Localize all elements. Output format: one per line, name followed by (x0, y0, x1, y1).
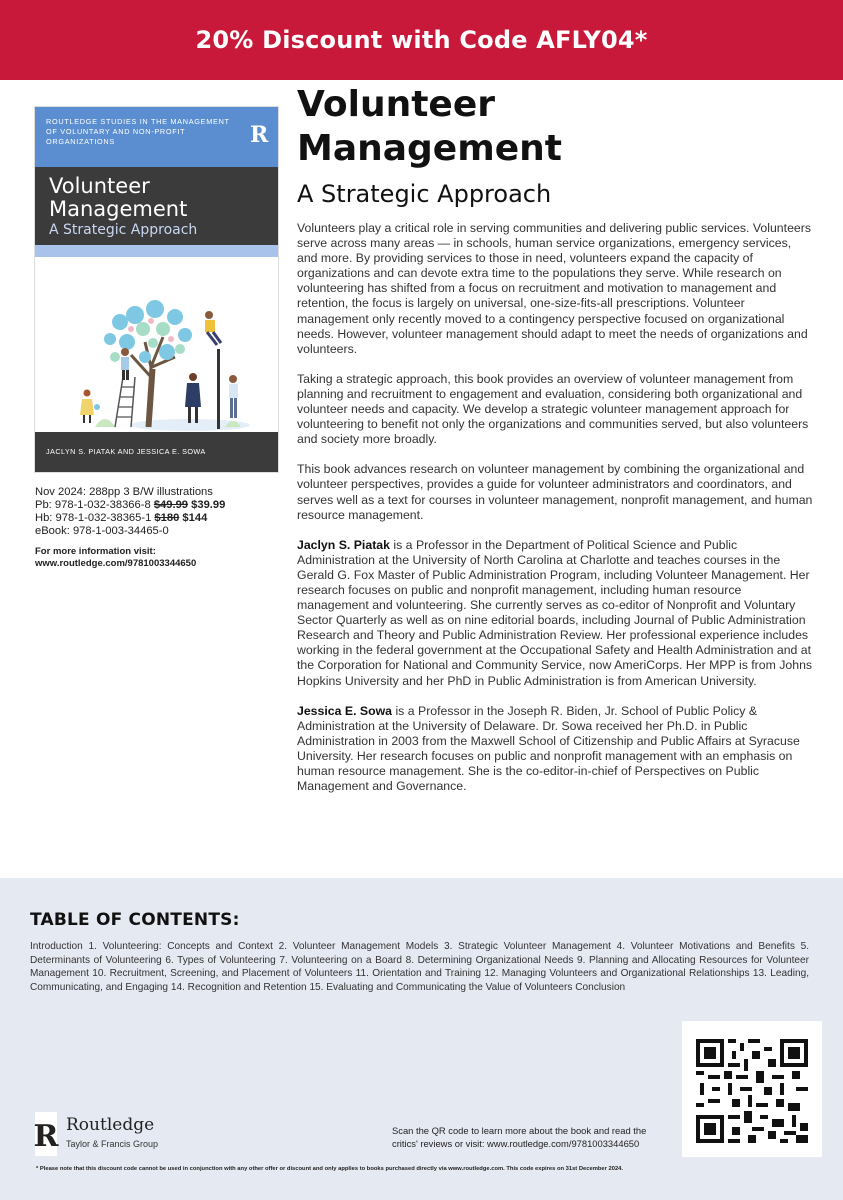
book-title (297, 83, 562, 171)
hardback-isbn: Hb: 978-1-032-38365-1 (35, 512, 152, 524)
toc-title: TABLE OF CONTENTS: (30, 910, 240, 930)
svg-text:R: R (33, 1119, 59, 1154)
hardback-old-price: $180 (154, 512, 180, 524)
discount-banner-text: 20% Discount with Code AFLY04* (195, 26, 648, 54)
book-title-line2: Management (297, 128, 562, 169)
book-cover (35, 107, 278, 472)
scan-line-2[interactable]: critics' reviews or visit: www.routledge.com/9781003344650 (392, 1138, 640, 1149)
author-name-sowa: Jessica E. Sowa (297, 703, 393, 718)
qr-code-icon (696, 1039, 808, 1143)
book-metadata (35, 486, 275, 570)
cover-title-line2: Management (49, 197, 188, 221)
book-title-line1: Volunteer (297, 84, 496, 125)
more-info-link[interactable]: www.routledge.com/9781003344650 (35, 558, 197, 569)
book-subtitle: A Strategic Approach (297, 180, 552, 208)
author-bio-text-piatak: is a Professor in the Department of Political Science and Public Administration at the University of North Carolina at Charlotte and teaches courses in the Gerald G. Fox Master of Public Administration Program, including Volunteer Management. Her research focuses on public and nonprofit management, including human resource management and volunteering. She currently serves as co-editor of Nonprofit and Voluntary Sector Quarterly as well as on nine editorial boards, including Journal of Public Administration Research and Theory and Public Administration Review. Her professional experience includes working in the federal government at the Occupational Safety and Health Administration and at the Corporation for National and Community Service, now AmeriCorps. Her MPP is from Johns Hopkins University and her PhD in Public Administration is from American University. (297, 537, 813, 688)
routledge-group: Taylor & Francis Group (66, 1139, 159, 1149)
more-info-label: For more information visit: (35, 546, 156, 557)
ebook-info: eBook: 978-1-003-34465-0 (35, 525, 169, 537)
author-bio-sowa (297, 704, 813, 795)
paperback-new-price: $39.99 (191, 499, 226, 511)
book-description (297, 221, 813, 809)
cover-authors: JACLYN S. PIATAK AND JESSICA E. SOWA (46, 447, 206, 456)
paperback-old-price: $49.99 (153, 499, 189, 511)
author-name-piatak: Jaclyn S. Piatak (297, 537, 390, 552)
description-paragraph-2: Taking a strategic approach, this book provides an overview of volunteer management from planning and recruitment to engagement and evaluation, considering both organizational and volunteer needs and capacity. We develop a strategic volunteer management approach for volunteering to benefit not only the organizations and communities served, but also volunteers and society more broadly. (297, 371, 809, 447)
author-bio-piatak (297, 538, 813, 689)
routledge-r-icon (33, 1112, 59, 1156)
description-paragraph-3: This book advances research on volunteer management by combining the organizational and volunteer perspectives, provides a guide for volunteer administrators and coordinators, and serves well as a text for courses in volunteer management, nonprofit management, and human resource management. (297, 462, 813, 522)
edition-info: Nov 2024: 288pp 3 B/W illustrations (35, 486, 213, 498)
paperback-info (35, 499, 275, 512)
routledge-logo (33, 1112, 193, 1156)
cover-title-band (35, 167, 278, 245)
scan-line-1: Scan the QR code to learn more about the book and read the (392, 1125, 647, 1136)
hardback-info (35, 512, 275, 525)
cover-routledge-logo: R (250, 122, 269, 148)
cover-title (49, 175, 187, 221)
cover-subtitle: A Strategic Approach (49, 222, 198, 238)
cover-title-line1: Volunteer (49, 174, 150, 198)
routledge-name: Routledge (66, 1115, 155, 1135)
qr-code[interactable] (682, 1021, 822, 1157)
footnote: * Please note that this discount code cannot be used in conjunction with any other offer or discount and only applies to books purchased directly via www.routledge.com. This code expires on 31st December 2024. (36, 1166, 624, 1172)
paperback-isbn: Pb: 978-1-032-38366-8 (35, 499, 151, 511)
cover-stripe (35, 245, 278, 257)
cover-series-band (35, 107, 278, 167)
scan-instructions (392, 1124, 692, 1150)
description-paragraph-1: Volunteers play a critical role in serving communities and delivering public services. Volunteers serve across many areas — in schools, human service organizations, emergency services, and more. By providing services to those in need, volunteers expand the capacity of organizations and can devote extra time to the populations they serve. While research on volunteering has shifted from a focus on recruitment and motivation to management and retention, the focus is largely on universal, one-size-fits-all prescriptions. Volunteer management only recently moved to a contingency perspective focused on organizational needs. However, volunteer management should adapt to meet the needs of organizations and volunteers. (297, 221, 811, 356)
cover-author-band (35, 432, 278, 472)
toc-text: Introduction 1. Volunteering: Concepts and Context 2. Volunteer Management Models 3. Strategic Volunteer Management 4. Volunteer Motivations and Benefits 5. Determinants of Volunteering 6. Types of Volunteering 7. Volunteering on a Board 8. Determining Organizational Needs 9. Planning and Allocating Resources for Volunteer Management 10. Recruitment, Screening, and Placement of Volunteers 11. Orientation and Training 12. Managing Volunteers and Organizational Relationships 13. Leading, Communicating, and Engaging 14. Recognition and Retention 15. Evaluating and Communicating the Value of Volunteers Conclusion (30, 941, 809, 993)
cover-illustration (35, 257, 278, 432)
hardback-new-price: $144 (182, 512, 208, 524)
more-info (35, 546, 275, 570)
discount-banner (0, 0, 843, 80)
volunteers-tree-illustration (35, 257, 278, 432)
cover-series-text: ROUTLEDGE STUDIES IN THE MANAGEMENT OF VOLUNTARY AND NON-PROFIT ORGANIZATIONS (46, 117, 230, 146)
author-bio-text-sowa: is a Professor in the Joseph R. Biden, Jr. School of Public Policy & Administration at the University of Delaware. Dr. Sowa received her Ph.D. in Public Administration in 2003 from the Maxwell School of Citizenship and Public Affairs at Syracuse University. Her research focuses on public and nonprofit management with an emphasis on human resource management. She is the co-editor-in-chief of Perspectives on Public Management and Governance. (297, 703, 800, 794)
